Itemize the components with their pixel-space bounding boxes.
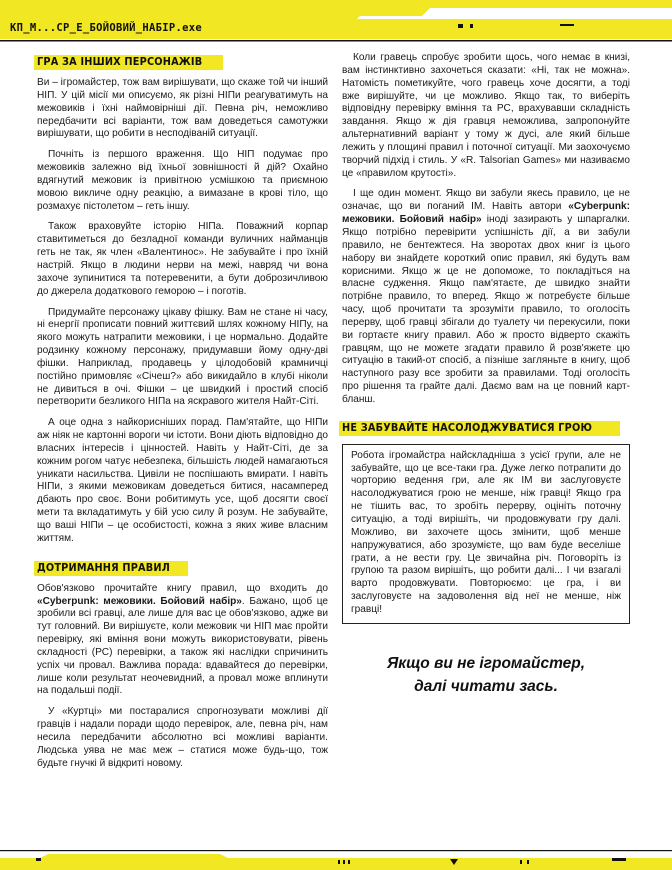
paragraph: Придумайте персонажу цікаву фішку. Вам не стане ні часу, ні енергії прописати повний життєвий шлях кожному НІПу, на якого можуть натрапити межовики, і це нормально. Додайте родзинку кожному персонажу, придумавши йому одну-дві фішки. Наприклад, продавець у цілодобовій крамничці постійно примовляє «Січеш?» або викидайло в клубі ніколи не дивиться в очі. Фішки – це швидкий і простий спосіб перетворити безликого НІПа на яскравого жителя Найт-Сіті. — [37, 306, 328, 408]
bottom-banner-graphic — [0, 846, 672, 870]
bottom-banner — [0, 846, 672, 870]
section-heading-text: ГРА ЗА ІНШИХ ПЕРСОНАЖІВ — [37, 56, 203, 68]
paragraph: Робота ігромайстра найскладніша з усієї групи, але не забувайте, що це все-таки гра. Дуже легко потрапити до чорторию ведення гри, але як ІМ ви заслуговуєте насолоджуватися грою не менше, ніж гравці! Якщо гра не тішить вас, то зробіть перерву, оцініть поточну ситуацію, а тоді вирішіть, чи продовжувати гру далі. Можливо, ви захочете щось змінити, щоб менше напружуватися, або зрозумієте, що вам буде веселіше грати, а не вести гру. Це звичайна річ. Поговоріть із групою та разом вирішіть, що робити далі... І чи взагалі варто продовжувати. Повторюємо: це гра, і ви заслуговуєте на задоволення від неї не менше, ніж гравці! — [351, 449, 621, 615]
paragraph: Коли гравець спробує зробити щось, чого немає в книзі, вам інстинктивно захочеться сказати: «Ні, так не можна». Натомість пометикуйте, чого гравець хоче досягти, а тоді вже вирішуйте, чи це можливо. Якщо так, то виберіть відповідну перевірку вміння та РС, врахувавши складність завдання. Якщо ж дія гравця неможлива, запропонуйте альтернативний варіант у тому ж дусі, але який більше лежить у площині правил і поточної ситуації. Ми заохочуємо творчий підхід і стиль. У «R. Talsorian Games» ми називаємо це «правилом крутості». — [342, 52, 630, 179]
section-heading-following-rules — [37, 558, 184, 576]
enjoy-game-box — [342, 444, 630, 624]
paragraph: Ви – ігромайстер, тож вам вирішувати, що скаже той чи інший НІП. У цій місії ми описуємо, як різні НІПи реагуватимуть на межовиків і їхні наймовірніші дії. Певна річ, неможливо передбачити всі варіанти, тож вам доведеться самотужки вирішувати, що робити в несподіваній ситуації. — [37, 77, 328, 140]
closing-line: Якщо ви не ігромайстер, — [386, 654, 586, 672]
section-heading-enjoy-game — [342, 418, 616, 436]
right-column — [342, 52, 630, 698]
paragraph: І ще один момент. Якщо ви забули якесь правило, це не означає, що ви поганий ІМ. Навіть автори «Cyberpunk: межовики. Бойовий набір» іноді зазирають у шпаргалки. Якщо потрібно перевірити успішність дії, а ви забули правило, не бентежтеся. На зворотах двох книг із цього набору ви знайдете короткий опис правил, які будуть вам корисними. Якщо ж це не допоможе, то покладіться на власне судження. Якщо пам'ятаєте, де швидко знайти потрібне правило, то вперед. Якщо ж потребуєте більше часу, щоб прочитати та зрозуміти правило, то оголосіть перерву, щоб гравці збігали до туалету чи перекусили, поки ви гортаєте книгу правил. Або ж просто відверто скажіть гравцям, що не можете згадати правило й розв'яжете цю ситуацію в такий-от спосіб, а пізніше загляньте в книгу, щоб наступного разу все зробити за правилами. Тоді оголосіть про рішення та грайте далі. Даємо вам на це повний карт-бланш. — [342, 188, 630, 405]
paragraph: Також враховуйте історію НІПа. Поважний корпар ставитиметься до безладної команди вуличних найманців геть не так, як член «Валентинос». Не забувайте і про їхній настрій. Якщо в людини нерви на межі, навряд чи вона захоче зупинитися та потеревенити, а бути доброзичливою до джерела додаткового геморою – і поготів. — [37, 221, 328, 297]
closing-note — [342, 652, 630, 698]
product-title: «Cyberpunk: межовики. Бойовий набір» — [37, 595, 242, 607]
section-heading-text: ДОТРИМАННЯ ПРАВИЛ — [37, 561, 171, 574]
section-heading-text: НЕ ЗАБУВАЙТЕ НАСОЛОДЖУВАТИСЯ ГРОЮ — [342, 421, 593, 434]
running-title: КП_М...СР_Е_БОЙОВИЙ_НАБІР.exe — [10, 22, 203, 34]
paragraph: А оце одна з найкорисніших порад. Пам'ятайте, що НІПи аж ніяк не картонні вороги чи істоти. Вони діють відповідно до власних інтересів і цінностей. Навіть у Найт-Сіті, де за кожним рогом чатує небезпека, більшість людей намагаються уникати насильства. Цивіли не поспішають вмирати. І навіть НІПи, з якими межовикам доведеться битися, насамперед дбають про своє. Вони робитимуть усе, щоб досягти своєї мети та вкладатимуть у бій усю силу й розум. Не забувайте, що ваші НІПи – це особистості, кожна з яких живе власним життям. — [37, 417, 328, 544]
product-title: «Cyberpunk: межовики. Бойовий набір» — [342, 201, 630, 226]
paragraph: Обов'язково прочитайте книгу правил, що входить до «Cyberpunk: межовики. Бойовий набір». Бажано, щоб це зробили всі гравці, але лише для вас це обов'язково, адже ви тут головний. Ви вирішуєте, коли межовик чи НІП має пройти перевірку, які вміння вони можуть використовувати, рівень складності (РС) перевірки, а також які наслідки спричинить успіх чи провал. Важлива порада: вдавайтеся до перевірки, лише коли результат неочевидний, а провал може вплинути на подальші події. — [37, 582, 328, 697]
closing-line: далі читати зась. — [414, 677, 558, 695]
paragraph: У «Куртці» ми постаралися спрогнозувати можливі дії гравців і надали поради щодо перевірок, але, певна річ, нам несила передбачити абсолютно всі можливі варіанти. Людська уява не має меж – статися може будь-що, тож будьте гнучкі й відкриті новому. — [37, 706, 328, 769]
section-heading-other-characters — [37, 52, 219, 70]
left-column — [37, 52, 328, 771]
top-banner — [0, 0, 672, 48]
paragraph: Почніть із першого враження. Що НІП подумає про межовиків залежно від їхньої зовнішності й дій? Охайно вдягнутий межовик із привітною усмішкою та приємною мовою викличе одну реакцію, а вимазане в крові тіло, що розмахує пістолетом – геть іншу. — [37, 149, 328, 212]
